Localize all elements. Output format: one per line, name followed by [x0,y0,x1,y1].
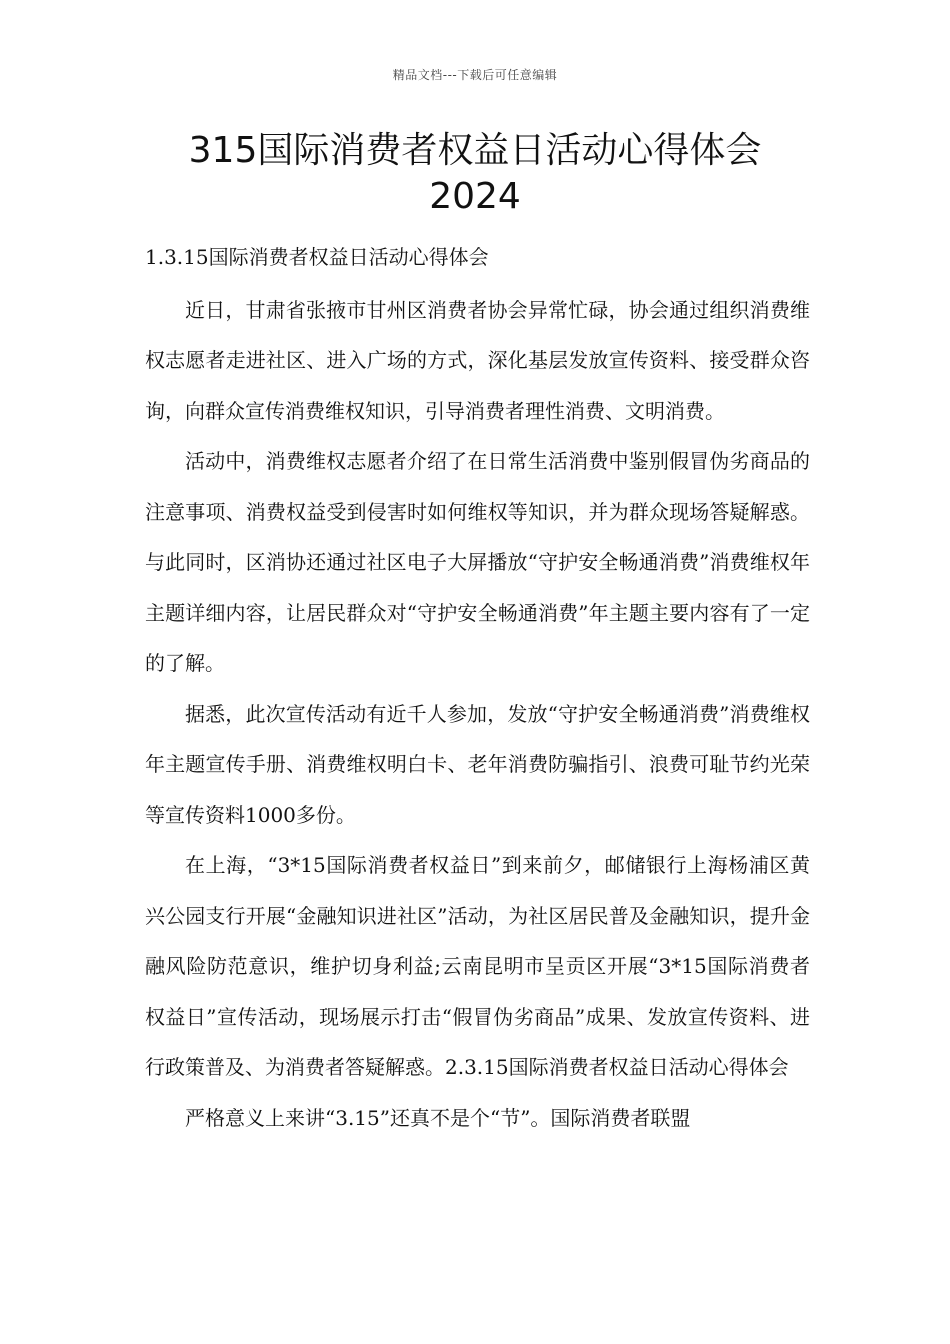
document-body [145,232,810,1143]
section-heading: 1.3.15国际消费者权益日活动心得体会 [145,245,489,269]
paragraph-2: 活动中，消费维权志愿者介绍了在日常生活消费中鉴别假冒伪劣商品的注意事项、消费权益受到侵害时如何维权等知识，并为群众现场答疑解惑。与此同时，区消协还通过社区电子大屏播放“守护安全畅通消费”消费维权年主题详细内容，让居民群众对“守护安全畅通消费”年主题主要内容有了一定的了解。 [145,449,810,675]
paragraph-5: 严格意义上来讲“3.15”还真不是个“节”。国际消费者联盟 [185,1105,691,1130]
document-title [120,128,830,220]
paragraph-4: 在上海，“3*15国际消费者权益日”到来前夕，邮储银行上海杨浦区黄兴公园支行开展“金融知识进社区”活动，为社区居民普及金融知识，提升金融风险防范意识，维护切身利益;云南昆明市呈贡区开展“3*15国际消费者权益日”宣传活动，现场展示打击“假冒伪劣商品”成果、发放宣传资料、进行政策普及、为消费者答疑解惑。2.3.15国际消费者权益日活动心得体会 [145,853,810,1079]
title-line-1: 315国际消费者权益日活动心得体会 [188,130,762,171]
header-note: 精品文档---下载后可任意编辑 [392,68,558,82]
paragraph-1: 近日，甘肃省张掖市甘州区消费者协会异常忙碌，协会通过组织消费维权志愿者走进社区、进入广场的方式，深化基层发放宣传资料、接受群众咨询，向群众宣传消费维权知识，引导消费者理性消费、文明消费。 [145,297,810,423]
paragraph-3: 据悉，此次宣传活动有近千人参加，发放“守护安全畅通消费”消费维权年主题宣传手册、消费维权明白卡、老年消费防骗指引、浪费可耻节约光荣等宣传资料1000多份。 [145,701,810,827]
title-line-2: 2024 [429,176,521,217]
